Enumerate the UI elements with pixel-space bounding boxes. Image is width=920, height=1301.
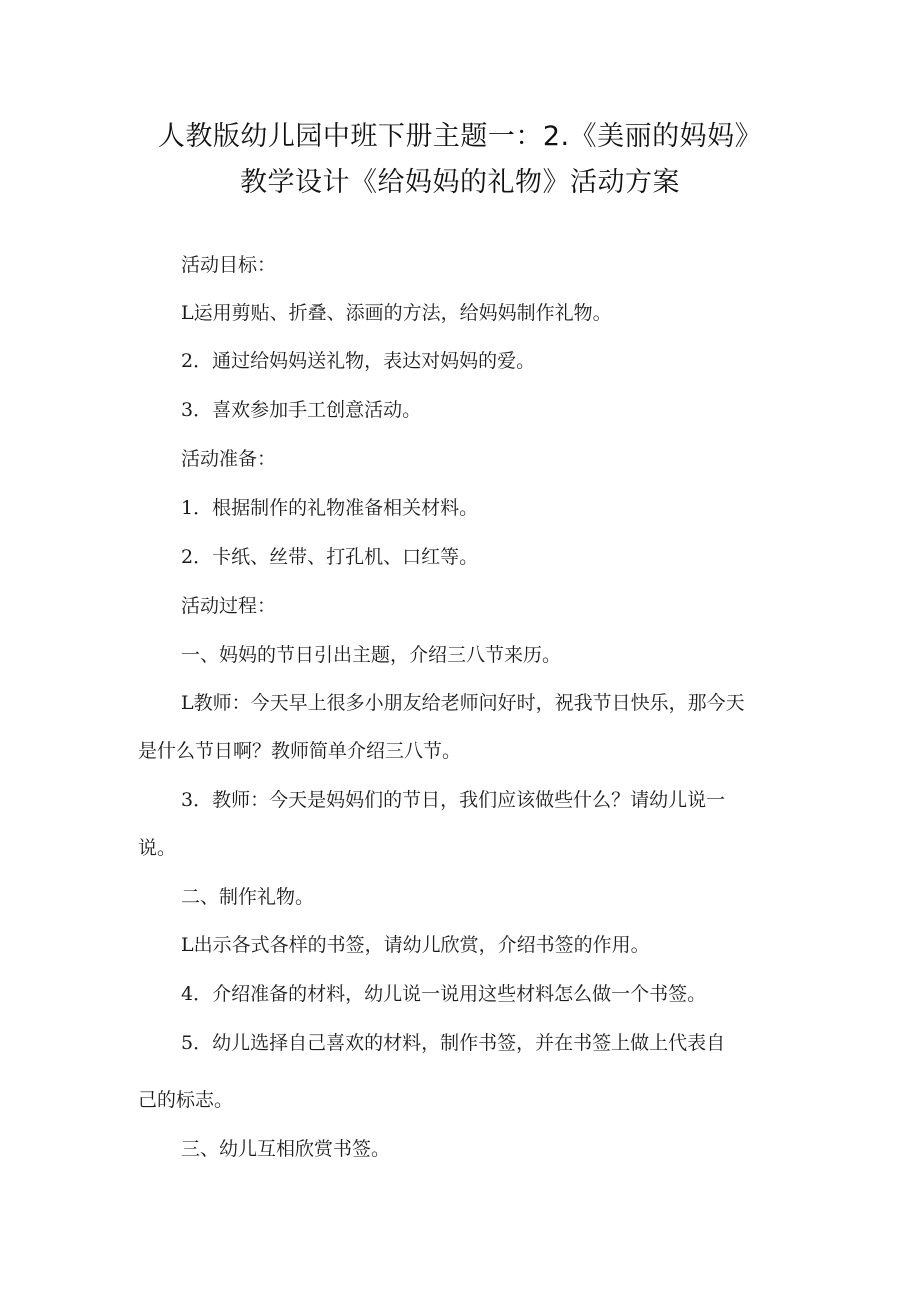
process-step-2-item-3-line-1: 5．幼儿选择自己喜欢的材料，制作书签，并在书签上做上代表自: [181, 1032, 726, 1054]
preparation-item-1: 1．根据制作的礼物准备相关材料。: [181, 497, 479, 519]
document-title-line-2: 教学设计《给妈妈的礼物》活动方案: [240, 167, 680, 198]
process-step-2-item-3-line-2: 己的标志。: [138, 1089, 234, 1111]
section-heading-preparation: 活动准备：: [181, 448, 277, 470]
process-step-1-item-1-line-2: 是什么节日啊？教师简单介绍三八节。: [138, 740, 462, 762]
process-step-2-item-1: L出示各式各样的书签，请幼儿欣赏，介绍书签的作用。: [181, 934, 650, 956]
section-heading-goals: 活动目标：: [181, 254, 277, 276]
process-step-2-heading: 二、制作礼物。: [181, 886, 315, 908]
section-heading-process: 活动过程：: [181, 595, 277, 617]
process-step-2-item-2: 4．介绍准备的材料，幼儿说一说用这些材料怎么做一个书签。: [181, 983, 707, 1005]
process-step-1-heading: 一、妈妈的节日引出主题，介绍三八节来历。: [181, 644, 562, 666]
goal-item-1: L运用剪贴、折叠、添画的方法，给妈妈制作礼物。: [181, 302, 612, 324]
process-step-1-item-1-line-1: L教师：今天早上很多小朋友给老师问好时，祝我节日快乐，那今天: [181, 692, 745, 714]
process-step-3-heading: 三、幼儿互相欣赏书签。: [181, 1138, 391, 1160]
preparation-item-2: 2．卡纸、丝带、打孔机、口红等。: [181, 546, 479, 568]
document-title-line-1: 人教版幼儿园中班下册主题一：2.《美丽的妈妈》: [157, 121, 763, 152]
process-step-1-item-2-line-1: 3．教师：今天是妈妈们的节日，我们应该做些什么？请幼儿说一: [181, 789, 726, 811]
goal-item-3: 3．喜欢参加手工创意活动。: [181, 399, 422, 421]
goal-item-2: 2．通过给妈妈送礼物，表达对妈妈的爱。: [181, 350, 536, 372]
process-step-1-item-2-line-2: 说。: [138, 837, 177, 859]
